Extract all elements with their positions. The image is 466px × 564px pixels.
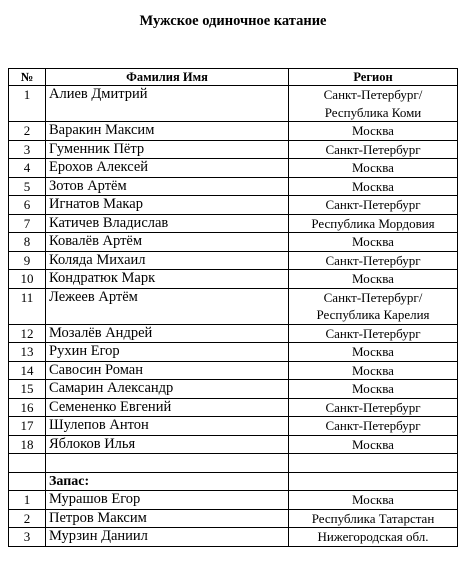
region-line: Москва bbox=[352, 362, 394, 378]
region-line: Москва bbox=[352, 178, 394, 194]
row-number: 1 bbox=[9, 491, 46, 510]
region-line: Санкт-Петербург bbox=[325, 197, 421, 212]
athlete-region bbox=[289, 528, 458, 547]
header-num: № bbox=[9, 69, 46, 86]
row-number: 8 bbox=[9, 233, 46, 252]
table-row bbox=[9, 177, 458, 196]
row-number: 17 bbox=[9, 417, 46, 436]
region-line: Москва bbox=[352, 436, 394, 452]
athlete-region bbox=[289, 140, 458, 159]
athlete-name: Мурашов Егор bbox=[46, 491, 289, 510]
table-row bbox=[9, 270, 458, 289]
main-roster-body bbox=[9, 86, 458, 454]
athlete-region bbox=[289, 270, 458, 289]
region-line: Санкт-Петербург bbox=[325, 325, 421, 341]
table-row bbox=[9, 491, 458, 510]
row-number: 2 bbox=[9, 509, 46, 528]
region-line: Республика Татарстан bbox=[311, 510, 435, 526]
table-row bbox=[9, 122, 458, 141]
document-title: Мужское одиночное катание bbox=[139, 13, 327, 29]
region-line: Москва bbox=[352, 234, 394, 249]
row-number: 14 bbox=[9, 361, 46, 380]
table-row bbox=[9, 380, 458, 399]
athlete-region bbox=[289, 491, 458, 510]
row-number: 15 bbox=[9, 380, 46, 399]
region-line: Санкт-Петербург/ bbox=[323, 289, 423, 305]
region-line: Республика Карелия bbox=[316, 307, 430, 322]
region-line: Санкт-Петербург bbox=[325, 399, 421, 415]
region-line: Санкт-Петербург/ bbox=[323, 87, 423, 102]
athlete-name: Шулепов Антон bbox=[46, 417, 289, 436]
roster-table bbox=[8, 68, 458, 547]
row-number: 2 bbox=[9, 122, 46, 141]
region-line: Республика Мордовия bbox=[311, 215, 435, 231]
athlete-name: Ерохов Алексей bbox=[46, 159, 289, 178]
region-line: Нижегородская обл. bbox=[317, 529, 429, 544]
row-number: 16 bbox=[9, 398, 46, 417]
empty-cell bbox=[46, 454, 289, 473]
region-line: Санкт-Петербург bbox=[325, 418, 421, 433]
athlete-name: Игнатов Макар bbox=[46, 196, 289, 215]
table-row bbox=[9, 435, 458, 454]
row-number: 1 bbox=[9, 86, 46, 122]
row-number: 3 bbox=[9, 528, 46, 547]
athlete-region bbox=[289, 435, 458, 454]
athlete-name: Петров Максим bbox=[46, 509, 289, 528]
empty-cell bbox=[9, 472, 46, 491]
athlete-region bbox=[289, 177, 458, 196]
athlete-name: Катичев Владислав bbox=[46, 214, 289, 233]
athlete-region bbox=[289, 380, 458, 399]
athlete-region bbox=[289, 324, 458, 343]
row-number: 5 bbox=[9, 177, 46, 196]
spacer-body bbox=[9, 454, 458, 491]
row-number: 18 bbox=[9, 435, 46, 454]
table-row bbox=[9, 214, 458, 233]
region-line: Санкт-Петербург bbox=[325, 252, 421, 268]
reserve-label: Запас: bbox=[46, 472, 289, 491]
athlete-region bbox=[289, 233, 458, 252]
region-line: Москва bbox=[352, 381, 394, 396]
table-row bbox=[9, 251, 458, 270]
region-line: Москва bbox=[352, 492, 394, 507]
athlete-region bbox=[289, 86, 458, 122]
athlete-name: Мозалёв Андрей bbox=[46, 324, 289, 343]
athlete-region bbox=[289, 159, 458, 178]
athlete-region bbox=[289, 398, 458, 417]
table-row bbox=[9, 196, 458, 215]
table-row bbox=[9, 361, 458, 380]
athlete-region bbox=[289, 361, 458, 380]
reserve-roster-body bbox=[9, 491, 458, 547]
athlete-name: Лежеев Артём bbox=[46, 288, 289, 324]
table-row bbox=[9, 509, 458, 528]
athlete-name: Ковалёв Артём bbox=[46, 233, 289, 252]
athlete-name: Самарин Александр bbox=[46, 380, 289, 399]
table-row bbox=[9, 159, 458, 178]
row-number: 11 bbox=[9, 288, 46, 324]
table-row bbox=[9, 398, 458, 417]
athlete-name: Коляда Михаил bbox=[46, 251, 289, 270]
table-row bbox=[9, 233, 458, 252]
athlete-name: Рухин Егор bbox=[46, 343, 289, 362]
region-line: Москва bbox=[352, 123, 394, 138]
table-row bbox=[9, 343, 458, 362]
athlete-name: Алиев Дмитрий bbox=[46, 86, 289, 122]
table-row bbox=[9, 324, 458, 343]
header-region: Регион bbox=[289, 69, 458, 86]
empty-row bbox=[9, 454, 458, 473]
table-row bbox=[9, 288, 458, 324]
table-row bbox=[9, 140, 458, 159]
region-line: Москва bbox=[352, 271, 394, 286]
athlete-region bbox=[289, 288, 458, 324]
athlete-region bbox=[289, 417, 458, 436]
row-number: 9 bbox=[9, 251, 46, 270]
athlete-region bbox=[289, 214, 458, 233]
athlete-region bbox=[289, 343, 458, 362]
region-line: Москва bbox=[352, 160, 394, 175]
row-number: 10 bbox=[9, 270, 46, 289]
row-number: 6 bbox=[9, 196, 46, 215]
table-header-row bbox=[9, 69, 458, 86]
row-number: 3 bbox=[9, 140, 46, 159]
empty-cell bbox=[9, 454, 46, 473]
athlete-region bbox=[289, 196, 458, 215]
athlete-region bbox=[289, 509, 458, 528]
header-name: Фамилия Имя bbox=[46, 69, 289, 86]
row-number: 7 bbox=[9, 214, 46, 233]
region-line: Санкт-Петербург bbox=[325, 141, 421, 157]
row-number: 4 bbox=[9, 159, 46, 178]
table-row bbox=[9, 528, 458, 547]
athlete-name: Гуменник Пётр bbox=[46, 140, 289, 159]
athlete-name: Яблоков Илья bbox=[46, 435, 289, 454]
athlete-region bbox=[289, 122, 458, 141]
athlete-name: Варакин Максим bbox=[46, 122, 289, 141]
athlete-name: Савосин Роман bbox=[46, 361, 289, 380]
empty-cell bbox=[289, 454, 458, 473]
athlete-name: Зотов Артём bbox=[46, 177, 289, 196]
empty-cell bbox=[289, 472, 458, 491]
region-line: Республика Коми bbox=[324, 104, 422, 120]
reserve-header-row bbox=[9, 472, 458, 491]
athlete-name: Семененко Евгений bbox=[46, 398, 289, 417]
table-row bbox=[9, 86, 458, 122]
row-number: 12 bbox=[9, 324, 46, 343]
athlete-region bbox=[289, 251, 458, 270]
athlete-name: Мурзин Даниил bbox=[46, 528, 289, 547]
table-row bbox=[9, 417, 458, 436]
athlete-name: Кондратюк Марк bbox=[46, 270, 289, 289]
row-number: 13 bbox=[9, 343, 46, 362]
region-line: Москва bbox=[352, 344, 394, 359]
